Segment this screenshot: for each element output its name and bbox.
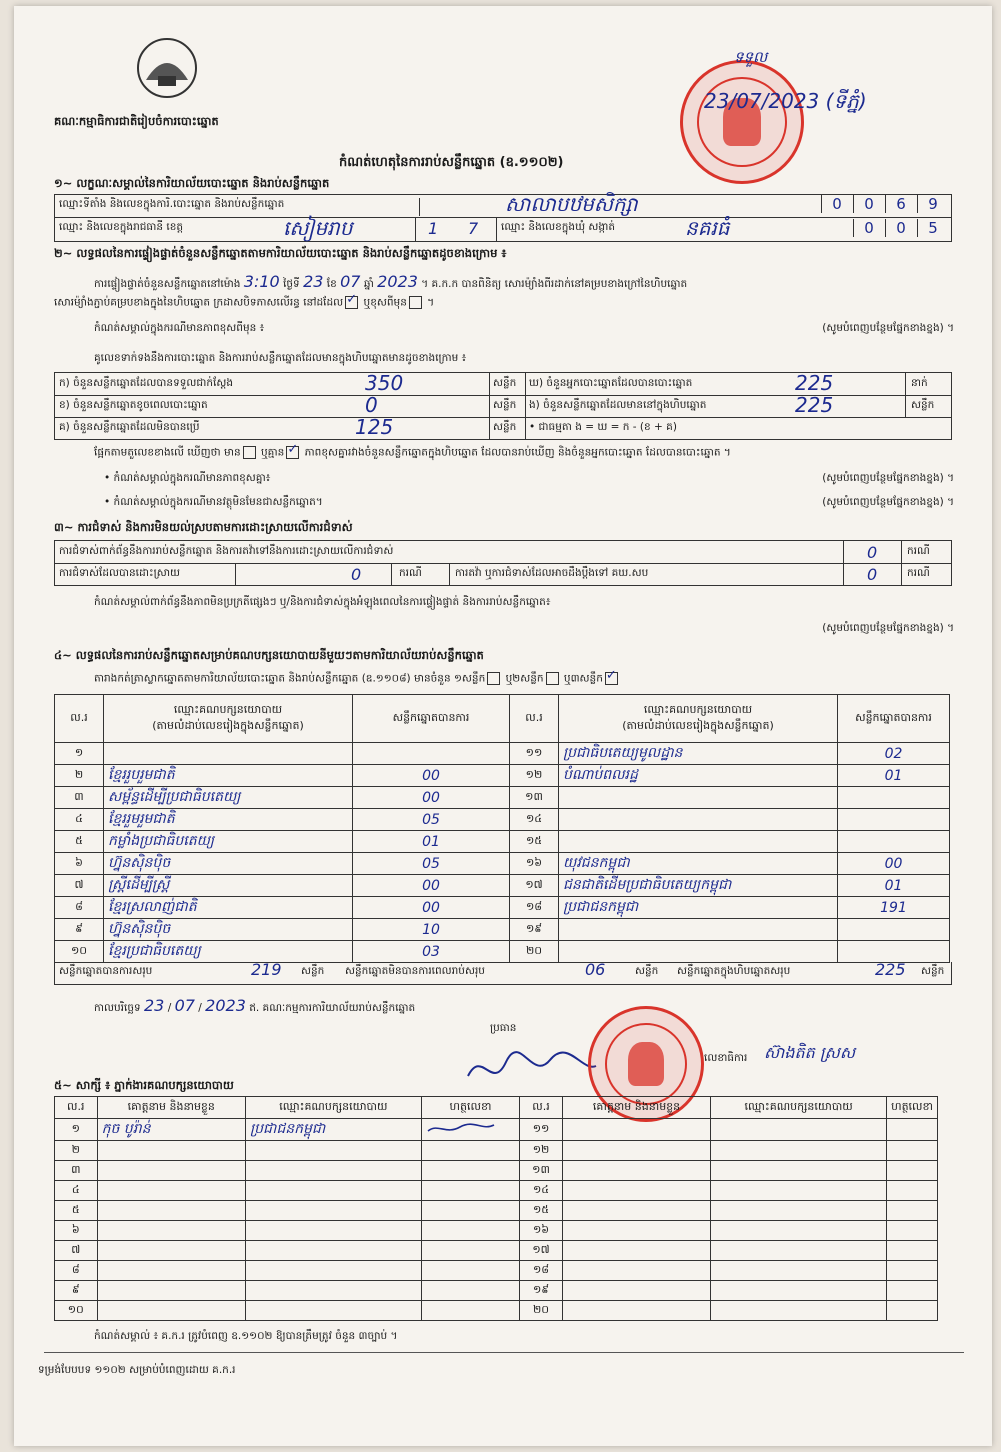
witness-signature: [421, 1141, 519, 1161]
resolved-label: ការជំទាស់ដែលបានដោះស្រាយ: [59, 567, 181, 579]
row-no: ១៥: [520, 1201, 563, 1221]
witness-party: [245, 1181, 421, 1201]
witness-name: [562, 1281, 710, 1301]
row-no: ៥: [55, 1201, 98, 1221]
location-digit: 6: [885, 195, 916, 213]
col-party: ឈ្មោះគណបក្សនយោបាយ: [245, 1097, 421, 1119]
location-digit: 9: [917, 195, 948, 213]
section1-table: [54, 194, 952, 242]
table-row: [55, 765, 950, 787]
irregularity-note-suffix: (សូមបំពេញបន្ថែមផ្នែកខាងខ្នង) ។: [822, 622, 954, 634]
sheets-1-checkbox[interactable]: [487, 672, 500, 685]
witness-name: [562, 1141, 710, 1161]
witness-table: [54, 1096, 938, 1321]
counts-table: [54, 372, 952, 440]
appeal-label: ការតវ៉ា ឬការជំទាស់ដែលអាចដឹងប្តឹងទៅ គឃ.សប: [455, 567, 649, 579]
witness-party: [711, 1181, 887, 1201]
row-no: ១៣: [520, 1161, 563, 1181]
commission-name: គណៈកម្មាធិការជាតិរៀបចំការបោះឆ្នោត: [54, 114, 219, 128]
unit-label: សន្លឹក: [493, 421, 517, 433]
table-row: [55, 1221, 938, 1241]
party-votes: [838, 809, 950, 831]
table-row: [55, 1181, 938, 1201]
row-no: ១២: [510, 765, 559, 787]
case-label: ករណី: [907, 567, 930, 579]
table-row: [55, 1241, 938, 1261]
unused-label: គ) ចំនួនសន្លឹកឆ្នោតដែលមិនបានប្រើ: [59, 421, 200, 433]
table-row: [55, 743, 950, 765]
unit-label: សន្លឹក: [493, 399, 517, 411]
row-no: ៣: [55, 1161, 98, 1181]
party-name: [559, 787, 838, 809]
chair-label: ប្រធាន: [490, 1022, 517, 1034]
irregularity-note: កំណត់សម្គាល់ពាក់ព័ន្ធនឹងភាពមិនប្រក្រតីផ្សេងៗ ឬ/និងការជំទាស់ក្នុងអំឡុងពេលនៃការផ្ទៀងផ្ទាត់ និងការរាប់សន្លឹកឆ្នោត៖: [94, 596, 551, 608]
party-votes: [838, 831, 950, 853]
witness-signature: [887, 1181, 938, 1201]
results-totals: សន្លឹកឆ្នោតបានការសរុប 219 សន្លឹក សន្លឹកឆ្នោតមិនបានការពេលរាប់សរុប 06 សន្លឹក សន្លឹកឆ្នោតក្នុងហិបឆ្នោតសរុប 225 សន្លឹក: [54, 962, 952, 985]
chair-signature-icon: [462, 1042, 602, 1098]
witness-name: [97, 1181, 245, 1201]
witness-name: [97, 1161, 245, 1181]
row-no: ៥: [55, 831, 104, 853]
party-name: [559, 809, 838, 831]
row-no: ១៧: [520, 1241, 563, 1261]
commune-digit: 0: [885, 219, 916, 237]
col-votes: សន្លឹកឆ្នោតបានការ: [838, 695, 950, 743]
seal-status-line: សោរម៉្យាំងភ្ជាប់គម្របខាងក្នុងនៃហិបឆ្នោត ក្រដាសបិទភាសលើរន្ធ នៅដដែល✓ ឬខុសពីមុន ។: [54, 296, 434, 312]
row-no: ១៥: [510, 831, 559, 853]
table-row: [55, 941, 950, 963]
party-name: [104, 743, 353, 765]
witness-name: [562, 1181, 710, 1201]
col-party: ឈ្មោះគណបក្សនយោបាយ (តាមលំដាប់លេខរៀងក្នុងសន្លឹកឆ្នោត): [104, 695, 353, 743]
form-title: កំណត់ហេតុនៃការរាប់សន្លឹកឆ្នោត (ឧ.១១០២): [339, 155, 564, 170]
party-name: បំណាប់ពលរដ្ឋ: [559, 765, 838, 787]
ballot-sheets-line: តារាងកត់ត្រាស្លាកឆ្នោតតាមការិយាល័យបោះឆ្នោត និងរាប់សន្លឹកឆ្នោត (ឧ.១១០៨) មានចំនួន ១សន្លឹក ឬ២សន្លឹក ឬ៣សន្លឹក✓: [94, 672, 620, 688]
row-no: ១៧: [510, 875, 559, 897]
verification-day: 23: [303, 272, 324, 291]
col-name: គោត្តនាម និងនាមខ្លួន: [562, 1097, 710, 1119]
in-box-value: 225: [795, 393, 834, 417]
col-no: ល.រ: [520, 1097, 563, 1119]
party-votes: 03: [353, 941, 510, 963]
witness-party: [245, 1161, 421, 1181]
witness-party: [711, 1161, 887, 1181]
verification-month: 07: [340, 272, 361, 291]
row-no: ១៣: [510, 787, 559, 809]
verification-line: ការផ្ទៀងផ្ទាត់ចំនួនសន្លឹកឆ្នោតនៅម៉ោង 3:10 ថ្ងៃទី 23 ខែ 07 ឆ្នាំ 2023 ។ គ.ក.ក បានពិនិត្យ សោរម៉្យាំងពីរដាក់នៅគម្របខាងក្រៅនៃហិបឆ្នោត: [94, 272, 688, 291]
commune-digit: 0: [853, 219, 884, 237]
party-votes: [353, 743, 510, 765]
witness-name: [97, 1221, 245, 1241]
row-no: ៨: [55, 897, 104, 919]
table-row: [55, 875, 950, 897]
party-name: ខ្មែរប្រជាធិបតេយ្យ: [104, 941, 353, 963]
party-votes: [838, 919, 950, 941]
table-row: [55, 809, 950, 831]
witness-signature: [421, 1281, 519, 1301]
witness-signature-icon: [426, 1121, 496, 1135]
province-code: [415, 217, 497, 241]
form-footer: ទម្រង់បែបបទ ១១០២ សម្រាប់បំពេញដោយ គ.ក.រ: [38, 1364, 236, 1376]
witness-signature: [887, 1141, 938, 1161]
province-digit: 1: [428, 219, 439, 238]
row-no: ១០: [55, 1301, 98, 1321]
table-row: [55, 787, 950, 809]
difference-note-2: • កំណត់សម្គាល់ក្នុងករណីមានភាពខុសគ្នា៖ (សូមបំពេញបន្ថែមផ្នែកខាងខ្នង) ។: [104, 472, 954, 484]
official-stamp-icon: [680, 60, 804, 184]
party-name: ប្រជាធិបតេយ្យមូលដ្ឋាន: [559, 743, 838, 765]
commune-digit: 5: [917, 219, 948, 237]
objection-value: 0: [867, 543, 878, 562]
party-votes: 00: [353, 765, 510, 787]
witness-name: [97, 1201, 245, 1221]
party-votes: 01: [838, 765, 950, 787]
party-name: យុវជនកម្ពុជា: [559, 853, 838, 875]
row-no: ៤: [55, 1181, 98, 1201]
table-row: [55, 1119, 938, 1141]
witness-party: [245, 1301, 421, 1321]
row-no: ១៤: [520, 1181, 563, 1201]
witness-name: [97, 1141, 245, 1161]
party-name: [559, 919, 838, 941]
row-no: ១៦: [510, 853, 559, 875]
appeal-value: 0: [867, 565, 878, 584]
province-value: សៀមរាប: [283, 216, 353, 240]
spoiled-label: ខ) ចំនួនសន្លឹកឆ្នោតខូចពេលបោះឆ្នោត: [59, 399, 208, 411]
col-party: ឈ្មោះគណបក្សនយោបាយ: [711, 1097, 887, 1119]
row-no: ១១: [520, 1119, 563, 1141]
row-no: ៦: [55, 853, 104, 875]
party-results-table: [54, 694, 950, 963]
witness-signature: [887, 1221, 938, 1241]
total-in-box: 225: [875, 960, 906, 979]
party-votes: 00: [353, 787, 510, 809]
objection-label: ការជំទាស់ពាក់ព័ន្ធនឹងការរាប់សន្លឹកឆ្នោត និងការតវ៉ាទៅនឹងការដោះស្រាយលើការជំទាស់: [59, 545, 394, 557]
witness-signature: [887, 1241, 938, 1261]
witness-name: [562, 1201, 710, 1221]
witness-party: ប្រជាជនកម្ពុជា: [245, 1119, 421, 1141]
different-checkbox[interactable]: [409, 296, 422, 309]
party-name: ហ្វ៊ុនស៊ិនប៉ិច: [104, 919, 353, 941]
witness-party: [711, 1119, 887, 1141]
row-no: ១១: [510, 743, 559, 765]
hw-received-date: 23/07/2023 (ទីភ្នំ): [704, 89, 867, 113]
section1-heading: ១~ លក្ខណៈសម្គាល់នៃការិយាល័យបោះឆ្នោត និងរាប់សន្លឹកឆ្នោត: [54, 176, 330, 190]
party-name: [559, 831, 838, 853]
col-sign: ហត្ថលេខា: [887, 1097, 938, 1119]
table-row: [55, 831, 950, 853]
case-label: ករណី: [399, 567, 422, 579]
row-no: ៨: [55, 1261, 98, 1281]
witness-name: [562, 1261, 710, 1281]
witness-name: [97, 1261, 245, 1281]
formula: • ជាធម្មតា ង = ឃ = ក - (ខ + គ): [529, 421, 677, 433]
col-no: ល.រ: [55, 695, 104, 743]
received-label: ក) ចំនួនសន្លឹកឆ្នោតដែលបានទទួលជាក់ស្តែង: [59, 377, 234, 389]
row-no: ៦: [55, 1221, 98, 1241]
difference-note: កំណត់សម្គាល់ក្នុងករណីមានភាពខុសពីមុន ៖ (សូមបំពេញបន្ថែមផ្នែកខាងខ្នង) ។: [94, 322, 954, 334]
has-difference-checkbox[interactable]: [243, 446, 256, 459]
witness-party: [711, 1221, 887, 1241]
party-votes: 02: [838, 743, 950, 765]
voters-value: 225: [795, 371, 834, 395]
table-row: [55, 1141, 938, 1161]
party-name: ហ្វ៊ុនស៊ិនប៉ិច: [104, 853, 353, 875]
witness-party: [245, 1221, 421, 1241]
location-value: សាលាបឋមសិក្សា: [505, 192, 638, 216]
col-votes: សន្លឹកឆ្នោតបានការ: [353, 695, 510, 743]
province-label: ឈ្មោះ និងលេខក្នុងរាជធានី ខេត្ត: [59, 221, 184, 233]
footnote: កំណត់សម្គាល់ ៖ គ.ក.រ ត្រូវបំពេញ ឧ.១១០២ ឱ្យបានត្រឹមត្រូវ ចំនួន ៣ច្បាប់ ។: [94, 1330, 398, 1342]
location-code: [821, 195, 951, 217]
commune-label: ឈ្មោះ និងលេខក្នុងឃុំ សង្កាត់: [501, 221, 616, 233]
party-name: សម្ព័ន្ធដើម្បីប្រជាធិបតេយ្យ: [104, 787, 353, 809]
party-votes: 00: [353, 897, 510, 919]
witness-party: [711, 1201, 887, 1221]
commune-value: នគរធំ: [685, 216, 730, 240]
party-votes: [838, 787, 950, 809]
witness-party: [245, 1281, 421, 1301]
table-row: [55, 853, 950, 875]
witness-name: [562, 1221, 710, 1241]
compare-line: ផ្អែកតាមតួលេខខាងលើ ឃើញថា មាន ឬគ្មាន✓ ភាពខុសគ្នារវាងចំនួនសន្លឹកឆ្នោតក្នុងហិបឆ្នោត ដែលបានរាប់ឃើញ និងចំនួនអ្នកបោះឆ្នោត ដែលបានបោះឆ្នោត ។: [94, 446, 954, 462]
row-no: ១: [55, 743, 104, 765]
unit-label: សន្លឹក: [493, 377, 517, 389]
section5-heading: ៥~ សាក្សី ៖ ភ្នាក់ងារគណបក្សនយោបាយ: [54, 1078, 234, 1092]
row-no: ១៤: [510, 809, 559, 831]
col-sign: ហត្ថលេខា: [421, 1097, 519, 1119]
witness-name: [562, 1119, 710, 1141]
table-row: [55, 1281, 938, 1301]
witness-party: [245, 1241, 421, 1261]
party-votes: 05: [353, 853, 510, 875]
verification-time: 3:10: [243, 272, 280, 291]
form-sheet: [14, 6, 992, 1446]
total-invalid: 06: [585, 960, 606, 979]
table-row: [55, 1161, 938, 1181]
row-no: ១៩: [520, 1281, 563, 1301]
witness-party: [245, 1141, 421, 1161]
party-name: ជនជាតិដើមប្រជាធិបតេយ្យកម្ពុជា: [559, 875, 838, 897]
party-name: ប្រជាជនកម្ពុជា: [559, 897, 838, 919]
party-name: ខ្មែររួបរួមជាតិ: [104, 765, 353, 787]
party-name: កម្លាំងប្រជាធិបតេយ្យ: [104, 831, 353, 853]
party-votes: 00: [353, 875, 510, 897]
table-row: [55, 919, 950, 941]
row-no: ១៨: [510, 897, 559, 919]
col-no: ល.រ: [55, 1097, 98, 1119]
witness-name: [562, 1161, 710, 1181]
row-no: ១: [55, 1119, 98, 1141]
witness-name: [97, 1281, 245, 1301]
location-digit: 0: [821, 195, 852, 213]
secretary-name: ស៊ាងតិត ស្រស: [764, 1043, 856, 1062]
witness-signature: [887, 1119, 938, 1141]
province-digit: 7: [468, 219, 479, 238]
location-digit: 0: [853, 195, 884, 213]
witness-name: កុច បូរ៉ាន់: [97, 1119, 245, 1141]
section2-heading: ២~ លទ្ធផលនៃការផ្ទៀងផ្ទាត់ចំនួនសន្លឹកឆ្នោតតាមការិយាល័យបោះឆ្នោត និងរាប់សន្លឹកឆ្នោតដូចខាងក្រោម ៖: [54, 246, 507, 260]
row-no: ២: [55, 1141, 98, 1161]
row-no: ៣: [55, 787, 104, 809]
witness-signature: [421, 1119, 519, 1141]
in-box-label: ង) ចំនួនសន្លឹកឆ្នោតដែលមាននៅក្នុងហិបឆ្នោត: [529, 399, 707, 411]
witness-signature: [421, 1261, 519, 1281]
unit-label: សន្លឹក: [911, 399, 935, 411]
nec-emblem-icon: [134, 36, 200, 100]
party-votes: 05: [353, 809, 510, 831]
row-no: ២០: [510, 941, 559, 963]
witness-party: [711, 1141, 887, 1161]
spoiled-value: 0: [365, 393, 378, 417]
commune-code: [853, 219, 951, 241]
witness-party: [711, 1301, 887, 1321]
sheets-3-checkbox[interactable]: [605, 672, 618, 685]
secretary-label: លេខាធិការ: [704, 1052, 748, 1064]
col-no: ល.រ: [510, 695, 559, 743]
witness-signature: [887, 1161, 938, 1181]
unit-label: នាក់: [911, 377, 928, 389]
witness-signature: [421, 1221, 519, 1241]
objections-table: [54, 540, 952, 586]
location-label: ឈ្មោះទីតាំង និងលេខក្នុងការិ.បោះឆ្នោត និងរាប់សន្លឹកឆ្នោត: [59, 198, 420, 216]
witness-signature: [421, 1201, 519, 1221]
party-votes: 191: [838, 897, 950, 919]
col-party: ឈ្មោះគណបក្សនយោបាយ (តាមលំដាប់លេខរៀងក្នុងសន្លឹកឆ្នោត): [559, 695, 838, 743]
same-checkbox[interactable]: [345, 296, 358, 309]
no-difference-checkbox[interactable]: [286, 446, 299, 459]
voters-label: ឃ) ចំនួនអ្នកបោះឆ្នោតដែលបានបោះឆ្នោត: [529, 377, 693, 389]
row-no: ៤: [55, 809, 104, 831]
row-no: ១៦: [520, 1221, 563, 1241]
witness-signature: [421, 1301, 519, 1321]
witness-party: [245, 1201, 421, 1221]
witness-signature: [887, 1201, 938, 1221]
row-no: ២: [55, 765, 104, 787]
party-name: ស្ត្រីដើម្បីស្ត្រី: [104, 875, 353, 897]
table-row: [55, 1201, 938, 1221]
witness-party: [711, 1241, 887, 1261]
party-name: ខ្មែរស្រលាញ់ជាតិ: [104, 897, 353, 919]
party-votes: 00: [838, 853, 950, 875]
table-row: [55, 1261, 938, 1281]
counts-intro: គូលេខទាក់ទងនឹងការបោះឆ្នោត និងការរាប់សន្លឹកឆ្នោតដែលមានក្នុងហិបឆ្នោតមានដូចខាងក្រោម ៖: [94, 352, 467, 364]
witness-name: [562, 1241, 710, 1261]
table-row: [55, 1301, 938, 1321]
row-no: ១០: [55, 941, 104, 963]
witness-name: [97, 1301, 245, 1321]
witness-signature: [421, 1161, 519, 1181]
row-no: ៩: [55, 919, 104, 941]
witness-signature: [421, 1181, 519, 1201]
table-row: [55, 897, 950, 919]
total-valid: 219: [251, 960, 282, 979]
party-votes: 10: [353, 919, 510, 941]
hw-received-note: ទទួល: [734, 48, 768, 66]
row-no: ៧: [55, 1241, 98, 1261]
verification-year: 2023: [377, 272, 418, 291]
witness-name: [562, 1301, 710, 1321]
case-label: ករណី: [907, 545, 930, 557]
sheets-2-checkbox[interactable]: [546, 672, 559, 685]
witness-name: [97, 1241, 245, 1261]
witness-signature: [887, 1281, 938, 1301]
party-name: ខ្មែររួមរួមជាតិ: [104, 809, 353, 831]
row-no: ៩: [55, 1281, 98, 1301]
witness-party: [245, 1261, 421, 1281]
unused-value: 125: [355, 415, 394, 439]
party-votes: 01: [838, 875, 950, 897]
row-no: ១៨: [520, 1261, 563, 1281]
row-no: ១៩: [510, 919, 559, 941]
witness-signature: [421, 1241, 519, 1261]
witness-party: [711, 1281, 887, 1301]
witness-signature: [887, 1261, 938, 1281]
row-no: ២០: [520, 1301, 563, 1321]
resolved-value: 0: [351, 565, 362, 584]
party-votes: 01: [353, 831, 510, 853]
witness-signature: [887, 1301, 938, 1321]
section3-heading: ៣~ ការជំទាស់ និងការមិនយល់ស្របតាមការដោះស្រាយលើការជំទាស់: [54, 520, 353, 534]
received-value: 350: [365, 371, 404, 395]
row-no: ៧: [55, 875, 104, 897]
section4-heading: ៤~ លទ្ធផលនៃការរាប់សន្លឹកឆ្នោតសម្រាប់គណបក្សនយោបាយនីមួយៗតាមការិយាល័យរាប់សន្លឹកឆ្នោត: [54, 648, 484, 662]
row-no: ១២: [520, 1141, 563, 1161]
foreign-object-note: • កំណត់សម្គាល់ក្នុងករណីមានវត្ថុមិនមែនជាសន្លឹកឆ្នោត។ (សូមបំពេញបន្ថែមផ្នែកខាងខ្នង) ។: [104, 496, 954, 508]
col-name: គោត្តនាម និងនាមខ្លួន: [97, 1097, 245, 1119]
date-line: កាលបរិច្ឆេទ 23 / 07 / 2023 ឥ. គណៈកម្មការការិយាល័យរាប់សន្លឹកឆ្នោត: [94, 996, 416, 1015]
witness-party: [711, 1261, 887, 1281]
